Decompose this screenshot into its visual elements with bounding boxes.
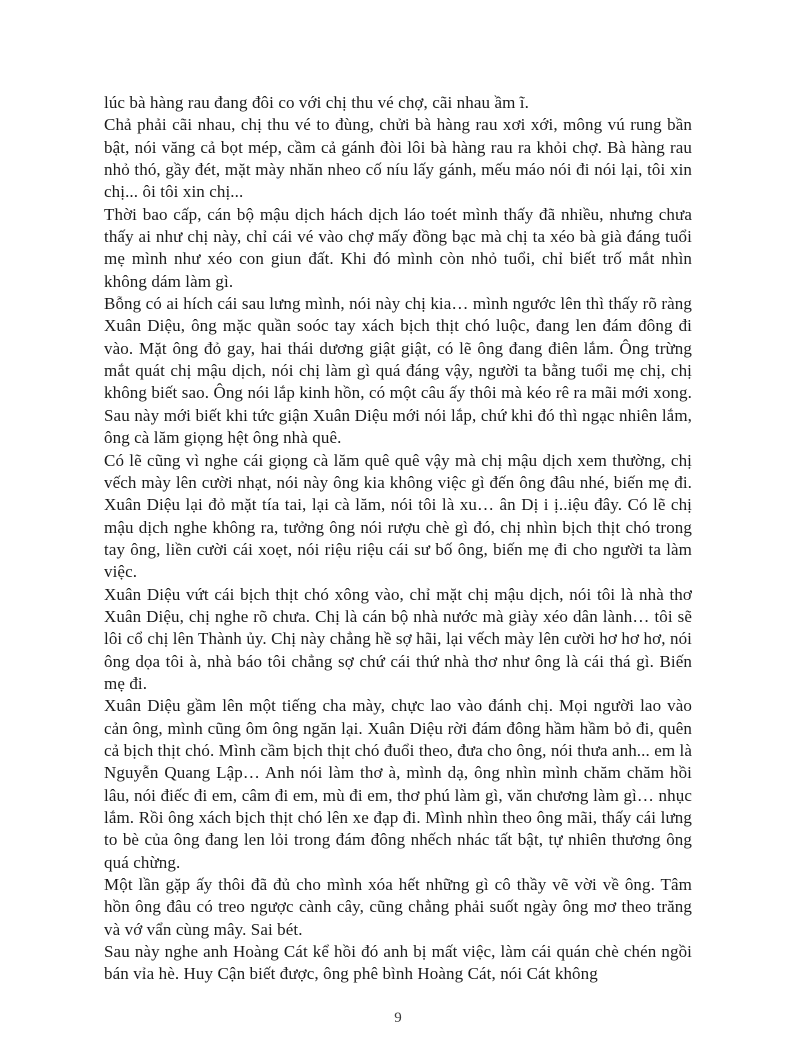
paragraph: Sau này nghe anh Hoàng Cát kể hồi đó anh bị mất việc, làm cái quán chè chén ngồi bán vỉa hè. Huy Cận biết được, ông phê bình Hoàng Cát, nói Cát không: [104, 942, 692, 984]
paragraph: lúc bà hàng rau đang đôi co với chị thu vé chợ, cãi nhau ầm ĩ.: [104, 93, 529, 112]
page-number: 9: [394, 1010, 402, 1026]
paragraph: Xuân Diệu vứt cái bịch thịt chó xông vào, chỉ mặt chị mậu dịch, nói tôi là nhà thơ Xuân Diệu, chị nghe rõ chưa. Chị là cán bộ nhà nước mà giày xéo dân lành… tôi sẽ lôi cổ chị lên Thành ủy. Chị này chẳng hề sợ hãi, lại vếch mày lên cười hơ hơ hơ, nói ông dọa tôi à, nhà báo tôi chẳng sợ chứ cái thứ nhà thơ như ông là cái thá gì. Biến mẹ đi.: [104, 584, 692, 693]
paragraph: Chả phải cãi nhau, chị thu vé to đùng, chửi bà hàng rau xơi xới, mông vú rung bần bật, nói văng cả bọt mép, cầm cả gánh đòi lôi bà hàng rau ra khỏi chợ. Bà hàng rau nhỏ thó, gầy đét, mặt mày nhăn nheo cố níu lấy gánh, mếu máo nói đi nói lại, tôi xin chị... ôi tôi xin chị...: [104, 115, 692, 202]
paragraph: Bỗng có ai hích cái sau lưng mình, nói này chị kia… mình ngước lên thì thấy rõ ràng Xuân Diệu, ông mặc quần soóc tay xách bịch thịt chó luộc, đang len đám đông đi vào. Mặt ông đỏ gay, hai thái dương giật giật, có lẽ ông đang điên lắm. Ông trừng mắt quát chị mậu dịch, nói chị làm gì quá đáng vậy, người ta bằng tuổi mẹ chị, chị không biết sao. Ông nói lắp kinh hồn, có một câu ấy thôi mà kéo rê ra mãi mới xong. Sau này mới biết khi tức giận Xuân Diệu mới nói lắp, chứ khi đó thì ngạc nhiên lắm, ông cà lăm giọng hệt ông nhà quê.: [104, 294, 692, 448]
body-text: [104, 92, 692, 986]
paragraph: Có lẽ cũng vì nghe cái giọng cà lăm quê quê vậy mà chị mậu dịch xem thường, chị vếch mày lên cười nhạt, nói này ông kia không việc gì đến ông đâu nhé, biến mẹ đi. Xuân Diệu lại đỏ mặt tía tai, lại cà lăm, nói tôi là xu… ân Dị i ị..iệu đây. Có lẽ chị mậu dịch nghe không ra, tưởng ông nói rượu chè gì đó, chị nhìn bịch thịt chó trong tay ông, liền cười cái xoẹt, nói riệu riệu cái sư bố ông, biến mẹ đi cho người ta làm việc.: [104, 450, 692, 582]
paragraph: Thời bao cấp, cán bộ mậu dịch hách dịch láo toét mình thấy đã nhiều, nhưng chưa thấy ai như chị này, chỉ cái vé vào chợ mấy đồng bạc mà chị ta xéo bà già đáng tuổi mẹ mình như xéo con giun đất. Khi đó mình còn nhỏ tuổi, chỉ biết trố mắt nhìn không dám làm gì.: [104, 204, 692, 291]
paragraph: Một lần gặp ấy thôi đã đủ cho mình xóa hết những gì cô thầy vẽ vời về ông. Tâm hồn ông đâu có treo ngược cành cây, cũng chẳng phải suốt ngày ông mơ theo trăng và vớ vẩn cùng mây. Sai bét.: [104, 875, 692, 939]
paragraph: Xuân Diệu gầm lên một tiếng cha mày, chực lao vào đánh chị. Mọi người lao vào cản ông, mình cũng ôm ông ngăn lại. Xuân Diệu rời đám đông hầm hầm bỏ đi, quên cả bịch thịt chó. Mình cầm bịch thịt chó đuổi theo, đưa cho ông, nói thưa anh... em là Nguyễn Quang Lập… Anh nói làm thơ à, mình dạ, ông nhìn mình chăm chăm hồi lâu, nói điếc đi em, câm đi em, mù đi em, thơ phú làm gì, văn chương làm gì… nhục lắm. Rồi ông xách bịch thịt chó lên xe đạp đi. Mình nhìn theo ông mãi, thấy cái lưng to bè của ông đang len lỏi trong đám đông nhếch nhác tất bật, tự nhiên thương ông quá chừng.: [104, 696, 692, 872]
